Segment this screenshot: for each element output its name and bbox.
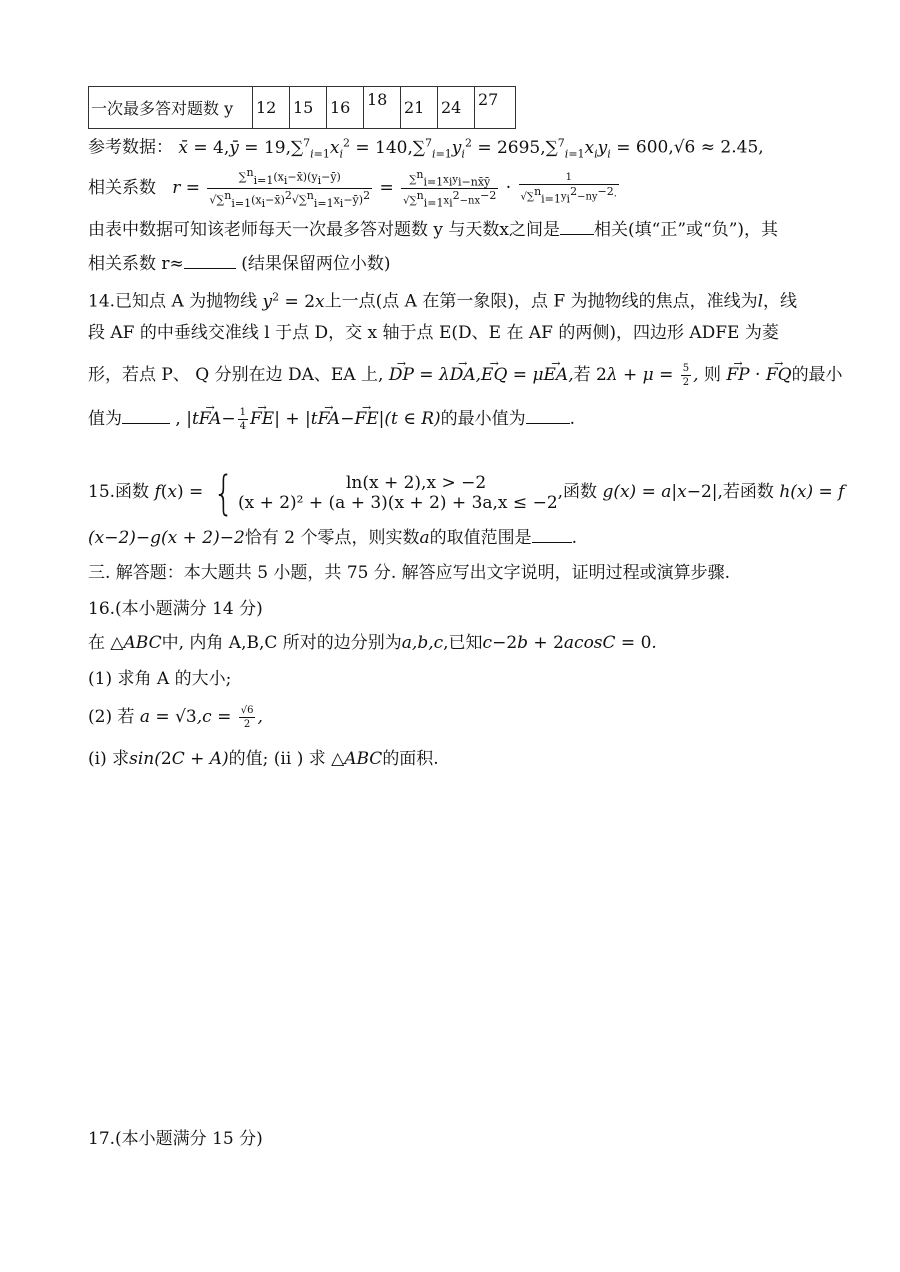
question-text: ，线 [763,291,798,312]
question-text: 相关系数 r≈ [88,254,184,274]
question-text: 形，若点 P、 Q 分别在边 DA、EA 上, [88,365,384,385]
question-text: (结果保留两位小数) [241,254,391,274]
minimum-expression: |t→ FA− $\frac{1}{4}$ → FE| + |t→ FA−→ FE|(t ∈ R) [186,409,440,429]
question-13-text-2 [88,252,390,275]
question-14-line-3 [88,360,843,390]
question-text: 值为 [88,409,122,429]
question-14-line-2: 段 AF 的中垂线交准线 l 于点 D，交 x 轴于点 E(D、E 在 AF 的两侧)，四边形 ADFE 为菱 [88,323,779,343]
data-table [88,86,516,129]
question-text: 的最小 [791,365,843,385]
question-16-part-1: (1) 求角 A 的大小; [88,669,232,689]
reference-data-line [88,132,764,165]
question-text: 中, 内角 A,B,C 所对的边分别为 [161,633,402,653]
question-text: 相关(填“正”或“负”)，其 [594,220,779,240]
question-16-part-3: (i) 求sin(2C + A)的值; (ii ) 求 △ABC的面积. [88,749,439,769]
piecewise-brace: { [213,465,234,520]
function-g: g(x) = a|x−2| [602,482,718,502]
question-text: 15.函数 [88,482,150,502]
reference-formula: x̄ = 4,ȳ = $19,\sum^7_{i=1}x_i^2 = 140,\sum^7_{i=1}y_i^2 = 2695,\sum^7_{i=1}x_iy_i$ = [178,136,636,161]
question-text: (i) 求 [88,749,130,769]
table-cell: 18 [364,87,401,129]
parabola-equation: $y^2 = 2x$ [262,290,325,312]
question-13-text-1 [88,218,778,241]
question-text: 14.已知点 A 为抛物线 [88,291,258,312]
answer-blank[interactable] [122,407,170,424]
question-text: 的取值范围是 [429,528,532,548]
question-16-title: 16.(本小题满分 14 分) [88,599,263,619]
answer-blank[interactable] [526,407,570,424]
given-values: a = √3,c = $\frac{√6}{2}$ , [139,705,263,730]
question-text: 的最小值为 [440,409,526,429]
question-16-stem: 在 △ABC中, 内角 A,B,C 所对的边分别为a,b,c,已知c−2b + 2acosC = 0. [88,633,657,653]
question-text: ,若函数 [717,482,774,502]
question-text: (2) 若 [88,707,135,727]
table-cell: 24 [438,87,475,129]
trig-expression: sin(2C + A) [129,749,229,769]
reference-label: 参考数据： [88,137,173,158]
correlation-formula-line [88,166,621,211]
question-14-line-4: 值为 , |t→ FA− $\frac{1}{4}$ → FE| + |t→ FA−→ FE|(t ∈ R)的最小值为 . [88,404,575,434]
question-text: 则 [703,365,721,385]
given-condition: c−2b + 2acosC = 0. [482,633,657,653]
question-text: 上一点(点 A 在第一象限)，点 F 为抛物线的焦点，准线为 [324,291,758,312]
table-cell: 27 [475,87,516,129]
question-text: 由表中数据可知该老师每天一次最多答对题数 y 与天数x之间是 [88,220,560,240]
function-h: h(x) = f [779,482,845,502]
table-cell: 16 [327,87,364,129]
section-heading: 三. 解答题：本大题共 5 小题，共 75 分. 解答应写出文字说明，证明过程或演算步骤. [88,563,731,583]
correlation-label: 相关系数 [88,177,156,198]
answer-blank[interactable] [532,526,572,543]
question-text: 在 △ [88,633,124,653]
question-text: 的面积. [382,749,439,769]
question-16-part-2 [88,702,263,732]
table-row [89,87,516,129]
question-15-line-2: (x−2)−g(x + 2)−2恰有 2 个零点，则实数a的取值范围是 . [88,528,577,548]
question-text: 恰有 2 个零点，则实数 [244,528,420,548]
case-1: ln(x + 2),x > −2 [345,472,487,493]
question-text: 若 [573,365,591,385]
question-17-title: 17.(本小题满分 15 分) [88,1129,263,1149]
dot-product: → FP · → FQ [726,365,791,385]
table-cell: 12 [253,87,290,129]
question-text: ,已知 [443,633,483,653]
table-cell: 21 [401,87,438,129]
answer-blank[interactable] [184,252,236,269]
question-15-line-1: 15.函数 f(x) = { ln(x + 2),x > −2 (x + 2)² + (a + 3)(x + 2) + 3a,x ≤ −2 ,函数 g(x) = a|x−2|,若函数 h(x) = f [88,465,845,520]
vector-condition: → DP = λ→ DA,→ EQ = μ→ EA, [389,365,574,385]
piecewise-cases [238,473,558,513]
function-h-continued: (x−2)−g(x + 2)−2 [88,528,245,548]
table-header-cell: 一次最多答对题数 y [89,87,253,129]
question-text: ,函数 [557,482,598,502]
answer-blank[interactable] [560,218,594,235]
table-cell: 15 [290,87,327,129]
correlation-formula: r = $\frac{\sum^n_{i=1}(x_i-x̄)(y_i-ȳ)}{√\sum^n_{i=1}(x_i-x̄)^2√\sum^n_{i=1}x_i-ȳ)^2}$ = $\frac{\sum^n_{i=1}x_iy_{i-nx̄ȳ}}{√\sum^n_{i=1}x_i^2-nx^{-2}}$ · $\frac{1}{√\sum^n_{i=1}y_i^2-ny^{-2}\cdot}$ [172,166,617,210]
reference-tail: 600,√6 ≈ 2.45, [635,137,764,158]
question-text: 的值; (ii ) 求 △ [228,749,345,769]
question-14-line-1: 14.已知点 A 为抛物线 $y^2 = 2x$上一点(点 A 在第一象限)，点 F 为抛物线的焦点，准线为l，线 [88,290,798,312]
case-2: (x + 2)² + (a + 3)(x + 2) + 3a,x ≤ −2 [237,492,558,513]
parameter-condition: 2λ + μ = $\frac{5}{2}$ , [596,363,699,388]
